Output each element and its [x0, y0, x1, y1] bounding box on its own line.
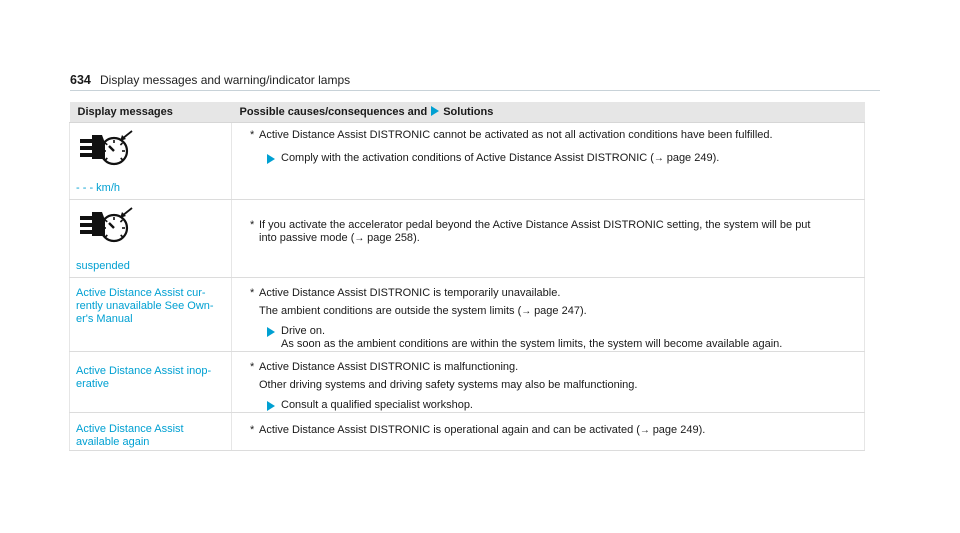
step-arrow-icon: [267, 154, 275, 164]
page-ref-arrow-icon: →: [639, 425, 653, 436]
message-text: Active Distance Assist inop-erative: [76, 365, 212, 390]
table-row: [70, 413, 865, 451]
solution-cell: [232, 123, 865, 200]
page-ref-arrow-icon: →: [653, 153, 667, 164]
message-text: - - - km/h: [76, 182, 120, 194]
solution-step: [250, 325, 856, 351]
cause-text-end: ).: [413, 232, 420, 244]
message-cell: [70, 352, 232, 413]
cause-text: Active Distance Assist DISTRONIC is temporarily unavailable.: [259, 287, 561, 299]
solution-step: [250, 152, 856, 165]
step-text: Comply with the activation conditions of Active Distance Assist DISTRONIC (: [281, 152, 654, 164]
cause-text: If you activate the accelerator pedal beyond the Active Distance Assist DISTRONIC setting, the system will be put: [259, 219, 811, 231]
cause-text-end: ).: [698, 424, 706, 436]
col-header-display-messages: Display messages: [70, 102, 232, 123]
message-cell: [70, 200, 232, 278]
page-reference[interactable]: page 258: [367, 232, 414, 244]
solution-step: [250, 399, 856, 412]
cause-text: Active Distance Assist DISTRONIC is operational again and can be activated (: [259, 424, 640, 436]
distance-assist-gauge-icon: [78, 206, 134, 249]
distance-assist-gauge-icon: [78, 129, 134, 172]
cause-line: [250, 287, 856, 300]
step-text-cont: As soon as the ambient conditions are within the system limits, the system will become available again.: [281, 338, 783, 350]
step-text-end: ).: [712, 152, 720, 164]
page-reference[interactable]: page 247: [534, 305, 580, 317]
cause-line: [250, 424, 856, 437]
solution-cell: [232, 352, 865, 413]
solution-cell: [232, 200, 865, 278]
table-header-row: [70, 102, 865, 123]
star-icon: *: [250, 287, 255, 299]
col-header-solutions: Solutions: [443, 106, 494, 118]
page-header: [70, 70, 880, 91]
cause-text: Active Distance Assist DISTRONIC is malfunctioning.: [259, 361, 519, 373]
table-row: [70, 200, 865, 278]
step-text: Consult a qualified specialist workshop.: [281, 399, 473, 411]
page-reference[interactable]: page 249: [666, 152, 713, 164]
cause-line: [250, 361, 856, 374]
table-row: [70, 278, 865, 352]
message-cell: [70, 123, 232, 200]
solution-cell: [232, 413, 865, 451]
cause-detail: [250, 305, 856, 318]
cause-text: Active Distance Assist DISTRONIC cannot be activated as not all activation conditions have been fulfilled.: [259, 129, 773, 141]
table-row: [70, 123, 865, 200]
cause-detail: Other driving systems and driving safety systems may also be malfunctioning.: [259, 379, 638, 391]
page-number: 634: [70, 73, 91, 87]
message-text: Active Distance Assist cur-rently unavailable See Own-er's Manual: [76, 287, 214, 325]
star-icon: *: [250, 361, 255, 373]
col-header-causes-solutions: [232, 102, 865, 123]
cause-line: [250, 129, 856, 142]
message-cell: [70, 278, 232, 352]
cause-line: [250, 219, 856, 245]
solution-cell: [232, 278, 865, 352]
step-arrow-icon: [267, 327, 275, 337]
page-ref-arrow-icon: →: [521, 306, 535, 317]
message-text: Active Distance Assist available again: [76, 423, 184, 448]
col-header-causes: Possible causes/consequences and: [239, 106, 428, 118]
step-arrow-icon: [267, 401, 275, 411]
detail-text: The ambient conditions are outside the system limits (: [259, 305, 522, 317]
detail-text-end: ).: [579, 305, 587, 317]
table-row: [70, 352, 865, 413]
message-cell: [70, 413, 232, 451]
page-reference[interactable]: page 249: [652, 424, 699, 436]
page-ref-arrow-icon: →: [354, 233, 368, 244]
star-icon: *: [250, 424, 255, 436]
star-icon: *: [250, 129, 255, 141]
page-title: Display messages and warning/indicator lamps: [100, 73, 351, 87]
star-icon: *: [250, 219, 255, 231]
display-messages-table: [69, 102, 865, 451]
solution-arrow-icon: [431, 106, 439, 116]
cause-text-cont: into passive mode (: [259, 232, 355, 244]
step-text: Drive on.: [281, 325, 326, 337]
message-text: suspended: [76, 260, 130, 272]
